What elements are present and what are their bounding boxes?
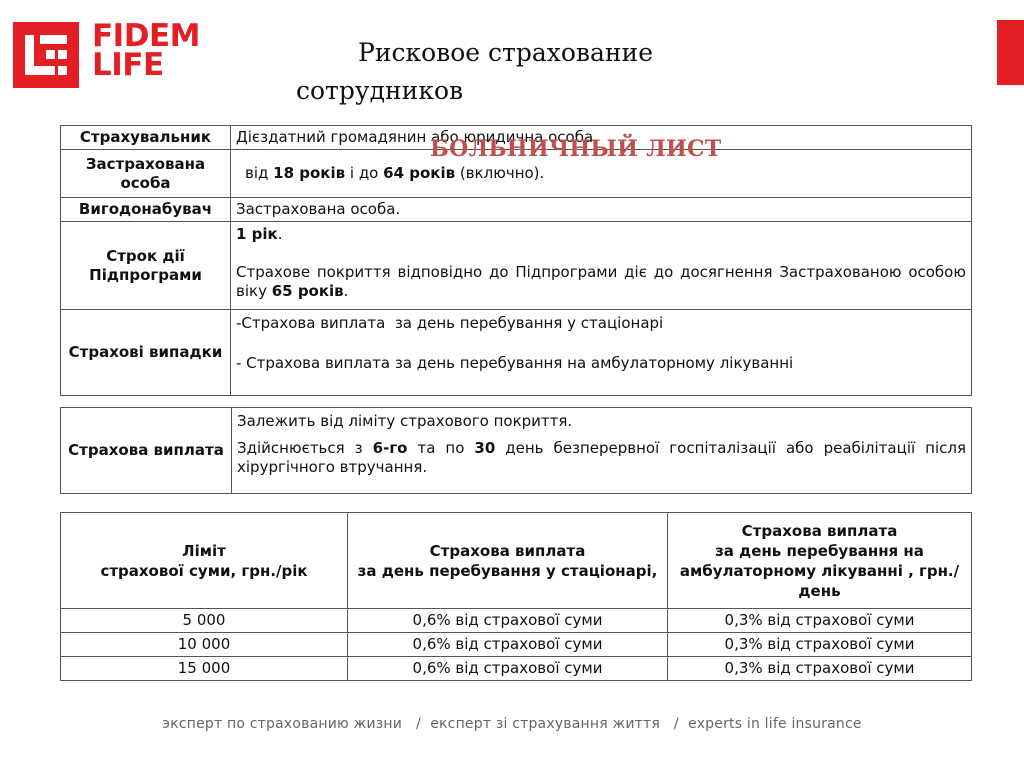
table-row	[61, 633, 972, 657]
inpatient-cell: 0,6% від страхової суми	[348, 633, 668, 657]
limit-cell: 10 000	[61, 633, 348, 657]
title-line2: сотрудников	[296, 76, 464, 105]
inpatient-cell: 0,6% від страхової суми	[348, 609, 668, 633]
limit-cell: 15 000	[61, 657, 348, 681]
footer-tagline: эксперт по страхованию жизни / експерт зі страхування життя / experts in life insurance	[162, 716, 862, 732]
outpatient-header: Страхова виплата за день перебування на амбулаторному лікуванні , грн./день	[668, 513, 972, 609]
insurer-label: Страхувальник	[61, 126, 231, 150]
insured-label: Застрахована особа	[61, 150, 231, 198]
insurer-value: Дієздатний громадянин або юридична особа.	[231, 126, 972, 150]
payment-table	[60, 407, 972, 494]
red-accent-bar	[997, 20, 1024, 85]
table-row	[61, 198, 972, 222]
table-row	[61, 609, 972, 633]
table-row	[61, 310, 972, 396]
table-row	[61, 222, 972, 310]
age-min: 18 років	[273, 164, 346, 182]
title-line1: Рисковое страхование	[358, 38, 654, 67]
payment-line1: Залежить від ліміту страхового покриття.	[237, 412, 573, 430]
term-note: Страхове покриття відповідно до Підпрограми діє до досягнення Застрахованою особою віку 65 років.	[236, 263, 966, 300]
page-subtitle: БОЛЬНИЧНЫЙ ЛИСТ	[430, 136, 722, 162]
term-value: 1 рік. Страхове покриття відповідно до Підпрограми діє до досягнення Застрахованою особою віку 65 років.	[231, 222, 972, 310]
brand-name-line1: FIDEM	[92, 18, 200, 54]
limits-table	[60, 512, 972, 681]
age-max: 64 років	[383, 164, 456, 182]
inpatient-cell: 0,6% від страхової суми	[348, 657, 668, 681]
events-label: Страхові випадки	[61, 310, 231, 396]
limit-cell: 5 000	[61, 609, 348, 633]
page-title	[296, 34, 716, 110]
brand-name-line2: LIFE	[92, 47, 164, 83]
payment-to-day: 30	[474, 439, 496, 457]
limit-header: Ліміт страхової суми, грн./рік	[61, 513, 348, 609]
outpatient-cell: 0,3% від страхової суми	[668, 657, 972, 681]
payment-line2: Здійснюється з 6-го та по 30 день безперервної госпіталізації або реабілітації після хірургічного втручання.	[237, 439, 966, 476]
insured-value: від 18 років і до 64 років (включно).	[231, 150, 972, 198]
outpatient-cell: 0,3% від страхової суми	[668, 609, 972, 633]
logo-mark-icon	[13, 22, 79, 88]
events-value	[231, 310, 972, 396]
beneficiary-value: Застрахована особа.	[231, 198, 972, 222]
payment-from-day: 6-го	[372, 439, 408, 457]
inpatient-header: Страхова виплата за день перебування у стаціонарі,	[348, 513, 668, 609]
brand-name	[92, 18, 200, 83]
payment-value	[232, 408, 972, 494]
info-table	[60, 125, 972, 396]
payment-label: Страхова виплата	[61, 408, 232, 494]
term-duration: 1 рік	[236, 225, 278, 243]
beneficiary-label: Вигодонабувач	[61, 198, 231, 222]
term-label: Строк дії Підпрограми	[61, 222, 231, 310]
event-item: - Страхова виплата за день перебування на амбулаторному лікуванні	[236, 354, 794, 372]
event-item: -Страхова виплата за день перебування у стаціонарі	[236, 314, 664, 332]
max-age: 65 років	[271, 282, 344, 300]
table-row	[61, 408, 972, 494]
outpatient-cell: 0,3% від страхової суми	[668, 633, 972, 657]
table-header-row	[61, 513, 972, 609]
fidem-life-logo	[13, 18, 200, 90]
table-row	[61, 657, 972, 681]
